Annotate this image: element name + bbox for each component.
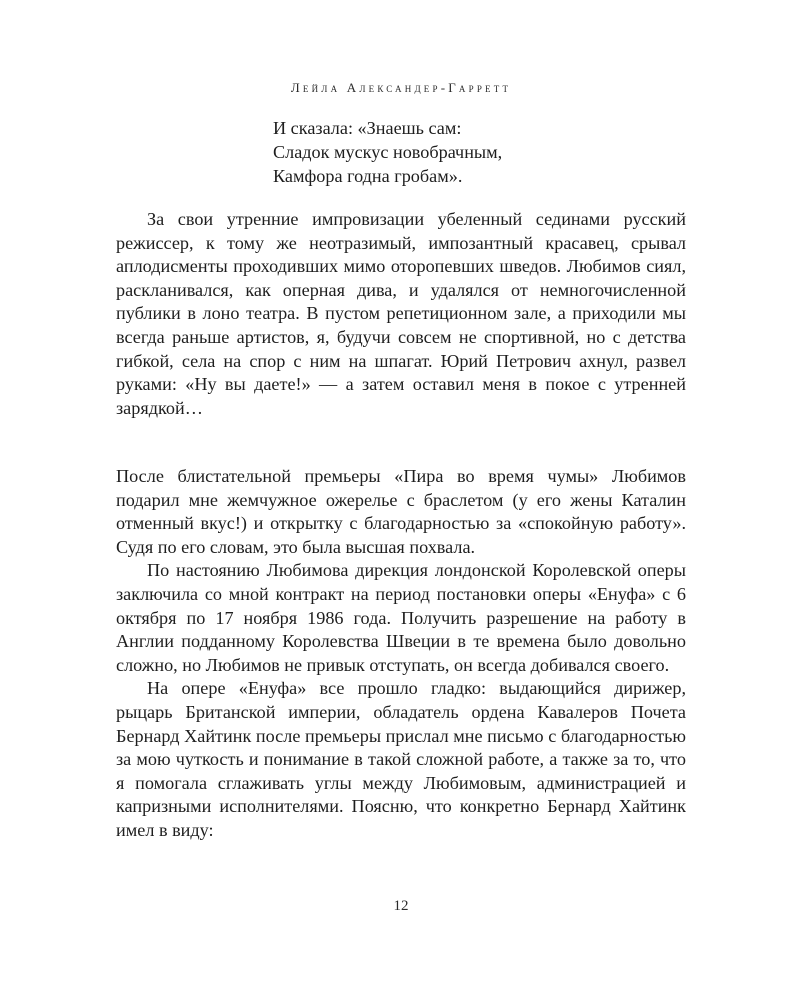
paragraph-3: По настоянию Любимова дирекция лондонской Королевской оперы заключила со мной контракт на период постановки оперы «Енуфа» с 6 октября по 17 ноября 1986 года. Получить разрешение на работу в Англии подданному Королевства Швеции в те времена было довольно сложно, но Любимов не привык отступать, он всегда добивался своего. xyxy=(116,560,686,675)
paragraph-2: После блистательной премьеры «Пира во время чумы» Любимов подарил мне жемчужное ожерелье с браслетом (у его жены Каталин отменный вкус!) и открытку с благодарностью за «спокойную работу». Судя по его словам, это была высшая похвала. xyxy=(116,466,686,557)
poem-line-2: Сладок мускус новобрачным, xyxy=(273,142,503,162)
poem-line-1: И сказала: «Знаешь сам: xyxy=(273,118,462,138)
body-text-block-1 xyxy=(116,208,686,420)
running-head: Лейла Александер-Гарретт xyxy=(290,80,512,95)
paragraph-4: На опере «Енуфа» все прошло гладко: выдающийся дирижер, рыцарь Британской империи, обладатель ордена Кавалеров Почета Бернард Хайтинк после премьеры прислал мне письмо с благодарностью за мою чуткость и понимание в такой сложной работе, а также за то, что я помогала сглаживать углы между Любимовым, администрацией и капризными исполнителями. Поясню, что конкретно Бернард Хайтинк имел в виду: xyxy=(116,678,686,840)
book-page xyxy=(116,0,686,1000)
page-number: 12 xyxy=(393,898,409,914)
paragraph-1: За свои утренние импровизации убеленный сединами русский режиссер, к тому же неотразимый, импозантный красавец, срывал аплодисменты проходивших мимо оторопевших шведов. Любимов сиял, раскланивался, как оперная дива, и удалялся от немногочисленной публики в лоно театра. В пустом репетиционном зале, а приходили мы всегда раньше артистов, я, будучи совсем не спортивной, но с детства гибкой, села на спор с ним на шпагат. Юрий Петрович ахнул, развел руками: «Ну вы даете!» — а затем оставил меня в покое с утренней зарядкой… xyxy=(116,209,686,418)
body-text-block-2 xyxy=(116,465,686,843)
poem-line-3: Камфора годна гробам». xyxy=(273,166,463,186)
poem-stanza xyxy=(273,116,502,188)
